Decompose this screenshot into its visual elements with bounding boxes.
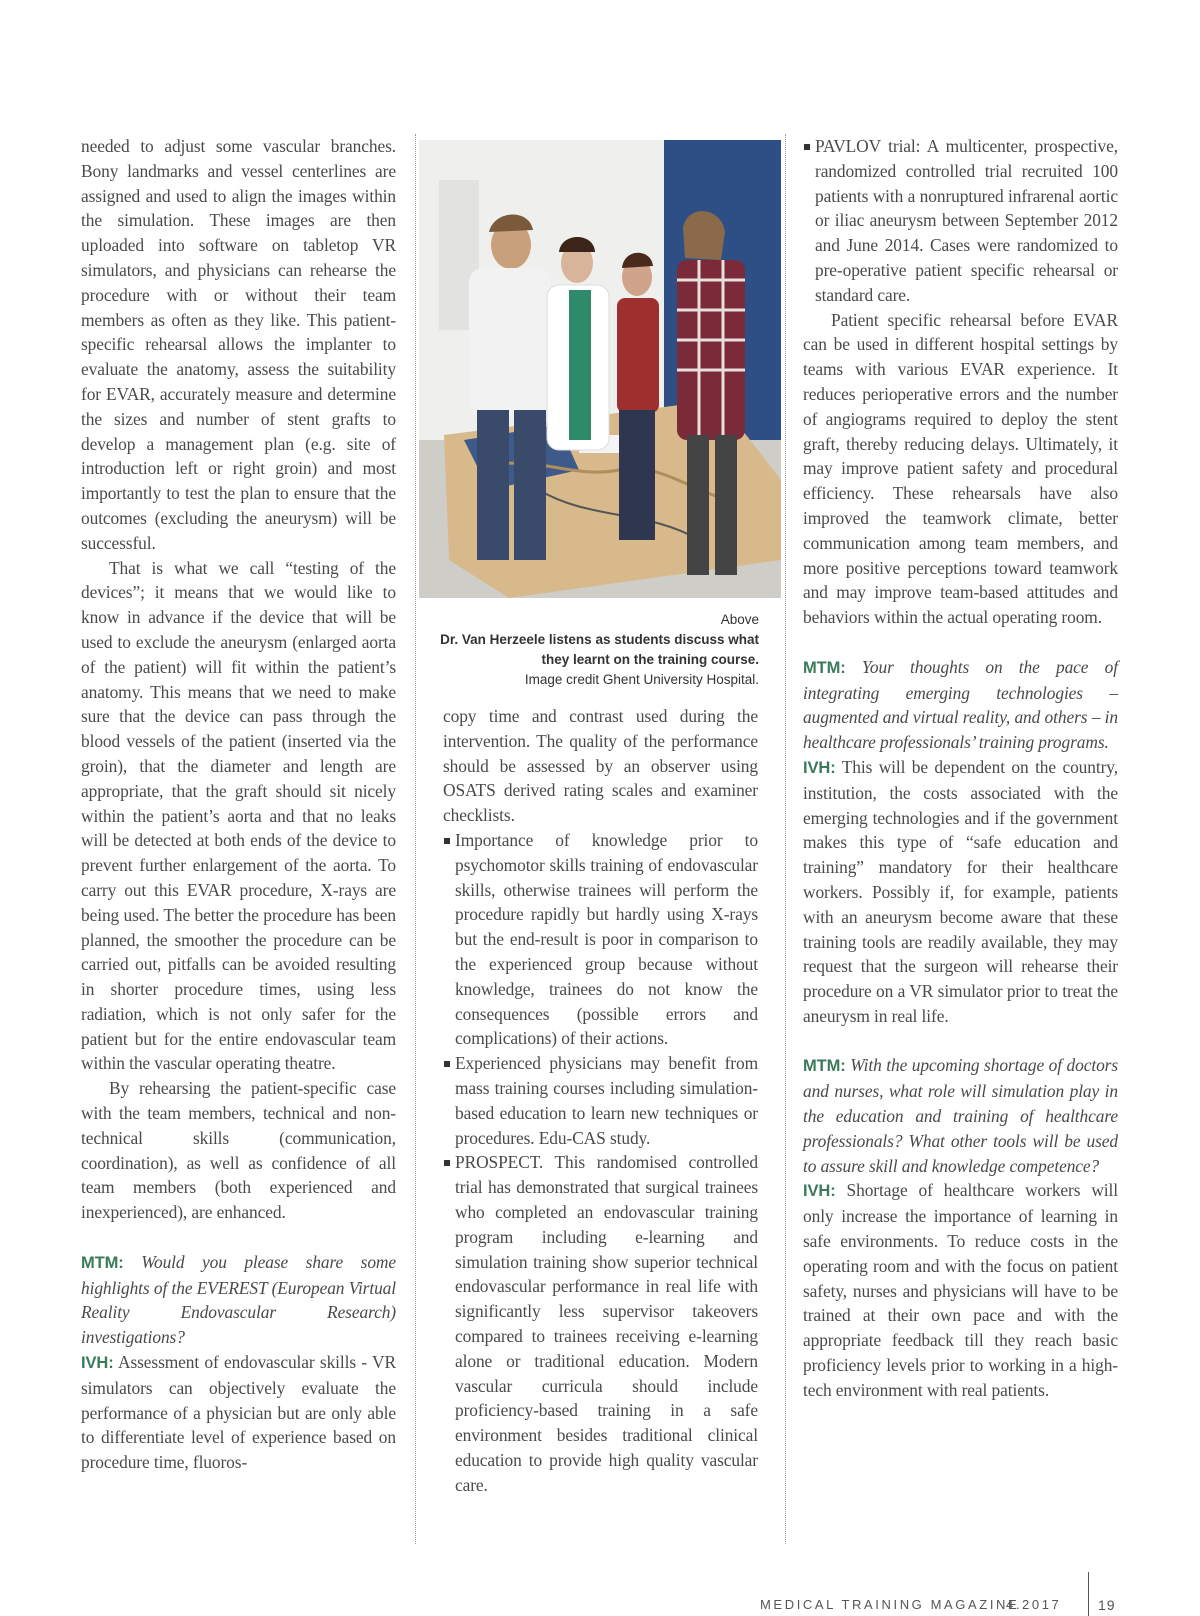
training-course-photo [419,140,781,598]
list-item: PAVLOV trial: A multicenter, prospective, randomized controlled trial recruited 100 patients with a nonruptured infrarenal aortic or iliac aneurysm between September 2012 and June 2014. Cases were randomized to pre-operative patient specific rehearsal or standard care. [803,134,1118,308]
body-paragraph: copy time and contrast used during the intervention. The quality of the performance should be assessed by an observer using OSATS derived rating scales and examiner checklists. [443,706,758,826]
page-number: 19 [1098,1597,1116,1613]
body-paragraph: That is what we call “testing of the devices”; it means that we would like to know in advance if the device that will be used to exclude the aneurysm (enlarged aorta of the patient) will fit within the patient’s anatomy. This means that we need to make sure that the device can pass through the blood vessels of the patient (inserted via the groin), that the diameter and length are appropriate, that the graft should sit nicely within the patient’s aorta and that no leaks will be detected at both ends of the device to prevent further enlargement of the aorta. To carry out this EVAR procedure, X-rays are being used. The better the procedure has been planned, the smoother the procedure can be carried out, pitfalls can be avoided resulting in shorter procedure times, using less radiation, which is not only safer for the patient but for the entire endovascular team within the vascular operating theatre. [81,557,396,1074]
speaker-label: IVH: [81,1354,114,1373]
speaker-label: MTM: [803,1057,846,1076]
answer-text: Shortage of healthcare workers will only increase the importance of learning in safe environments. To reduce costs in the operating room and with the focus on patient safety, nurses and physicians will have to be trained at their own pace and with the appropriate feedback till they reach basic proficiency levels prior to working in a high-tech environment with real patients. [803,1180,1118,1400]
body-paragraph: needed to adjust some vascular branches. Bony landmarks and vessel centerlines are assigned and used to align the images within the simulation. These images are then uploaded into software on tabletop VR simulators, and physicians can rehearse the procedure with or without their team members as often as they like. This patient-specific rehearsal allows the implanter to evaluate the anatomy, assess the suitability for EVAR, accurately measure and determine the sizes and number of stent grafts to develop a management plan (e.g. site of introduction left or right groin) and most importantly to test the plan to ensure that the outcomes (excluding the aneurysm) will be successful. [81,136,396,553]
interview-question [81,1250,396,1350]
answer-text: This will be dependent on the country, institution, the costs associated with the emerging technologies and if the government makes this type of “safe education and training” mandatory for their healthcare workers. Possibly if, for example, patients with an aneurysm become aware that these training tools are readily available, they may request that the surgeon will rehearse their procedure on a VR simulator prior to treat the aneurysm in real life. [803,756,1118,1026]
interview-answer [803,1178,1118,1402]
speaker-label: IVH: [803,1182,836,1201]
bullet-list [803,134,1118,308]
magazine-name: MEDICAL TRAINING MAGAZINE [760,1597,1020,1612]
column-right [803,134,1118,1403]
column-middle [443,704,758,1498]
interview-answer [803,755,1118,1029]
body-paragraph: Patient specific rehearsal before EVAR can be used in different hospital settings by teams with various EVAR experience. It reduces perioperative errors and the number of angiograms required to deploy the stent graft, thereby reducing delays. Ultimately, it may improve patient safety and procedural efficiency. These rehearsals have also improved the teamwork climate, better communication among team members, and more positive perceptions toward teamwork and may improve team-based attitudes and behaviors within the actual operating room. [803,309,1118,628]
photo-caption [419,610,759,690]
body-paragraph: By rehearsing the patient-specific case with the team members, technical and non-technical skills (communication, coordination), as well as confidence of all team members (both experienced and inexperienced), are enhanced. [81,1078,396,1223]
question-text: Your thoughts on the pace of integrating emerging technologies – augmented and virtual reality, and others – in healthcare professionals’ training programs. [803,656,1118,753]
question-text: With the upcoming shortage of doctors and nurses, what role will simulation play in the education and training of healthcare professionals? What other tools will be used to assure skill and knowledge competence? [803,1055,1118,1176]
interview-question [803,655,1118,755]
list-item: Importance of knowledge prior to psychomotor skills training of endovascular skills, otherwise trainees will perform the procedure rapidly but hardly using X-rays but the end-result is poor in comparison to the experienced group because without knowledge, trainees do not know the consequences (possible errors and complications) of their actions. [443,828,758,1051]
interview-answer [81,1350,396,1475]
list-item: PROSPECT. This randomised controlled trial has demonstrated that surgical trainees who completed an endovascular training program including e-learning and simulation training show superior technical endovascular performance in real life with significantly less supervisor takeovers compared to trainees receiving e-learning alone or traditional education. Modern vascular curricula should include proficiency-based training in a safe environment besides traditional clinical education to provide high quality vascular care. [443,1150,758,1497]
issue-date: 4.2017 [1006,1597,1062,1612]
column-divider [785,134,786,1544]
caption-text: Dr. Van Herzeele listens as students discuss what they learnt on the training course. [440,632,759,667]
caption-credit: Image credit Ghent University Hospital. [524,672,759,687]
column-left [81,134,396,1475]
column-divider [415,134,416,1544]
footer-divider [1088,1572,1089,1616]
question-text: Would you please share some highlights of the EVEREST (European Virtual Reality Endovascular Research) investigations? [81,1251,396,1348]
speaker-label: MTM: [81,1253,124,1272]
list-item: Experienced physicians may benefit from mass training courses including simulation-based education to learn new techniques or procedures. Edu-CAS study. [443,1051,758,1150]
speaker-label: IVH: [803,758,836,777]
answer-text: Assessment of endovascular skills - VR simulators can objectively evaluate the performance of a physician but are only able to differentiate level of experience based on procedure time, fluoros- [81,1352,396,1473]
bullet-list [443,828,758,1498]
interview-question [803,1053,1118,1178]
caption-label: Above [720,612,759,627]
speaker-label: MTM: [803,658,846,677]
